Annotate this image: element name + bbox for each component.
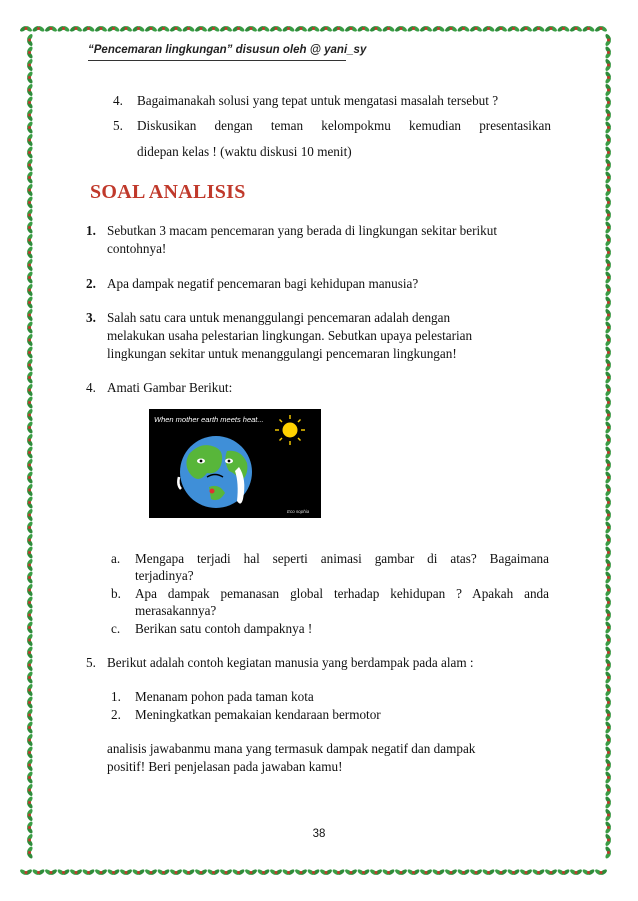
instruction-text-cont: positif! Beri penjelasan pada jawaban kamu! — [107, 759, 343, 774]
question-text: Amati Gambar Berikut: — [107, 380, 233, 395]
border-bottom — [19, 868, 608, 876]
image-caption-top: When mother earth meets heat... — [154, 415, 264, 424]
question-number: 3. — [86, 310, 96, 325]
activity-item: Menanam pohon pada taman kota — [135, 689, 314, 704]
sub-question-letter: c. — [111, 621, 121, 636]
question-text: Sebutkan 3 macam pencemaran yang berada di lingkungan sekitar berikut — [107, 223, 497, 238]
border-top — [19, 25, 608, 33]
melting-earth-image — [149, 409, 321, 518]
sub-question-letter: b. — [111, 586, 121, 601]
top-list-number: 5. — [113, 118, 123, 133]
image-caption-bottom: Eco sophia — [287, 509, 310, 514]
section-title: SOAL ANALISIS — [90, 181, 246, 203]
border-left — [26, 33, 34, 859]
question-number: 5. — [86, 655, 96, 670]
question-number: 4. — [86, 380, 96, 395]
sub-question-text: Mengapa terjadi hal seperti animasi gambar di atas? Bagaimana — [135, 551, 549, 566]
top-list-number: 4. — [113, 93, 123, 108]
header-underline — [88, 60, 346, 61]
question-text-cont: lingkungan sekitar untuk menanggulangi pencemaran lingkungan! — [107, 346, 457, 361]
activity-number: 2. — [111, 707, 121, 722]
activity-number: 1. — [111, 689, 121, 704]
top-list-item: Diskusikan dengan teman kelompokmu kemudian presentasikan — [137, 118, 551, 133]
sub-question-text-cont: terjadinya? — [135, 568, 194, 583]
sub-question-letter: a. — [111, 551, 121, 566]
sub-question-text: Apa dampak pemanasan global terhadap kehidupan ? Apakah anda — [135, 586, 549, 601]
top-list-item-cont: didepan kelas ! (waktu diskusi 10 menit) — [137, 144, 352, 159]
question-text: Apa dampak negatif pencemaran bagi kehidupan manusia? — [107, 276, 419, 291]
page-number: 38 — [312, 828, 326, 840]
instruction-text: analisis jawabanmu mana yang termasuk dampak negatif dan dampak — [107, 741, 476, 756]
question-text-cont: contohnya! — [107, 241, 167, 256]
page-header: “Pencemaran lingkungan” disusun oleh @ yani_sy — [88, 44, 367, 56]
question-number: 2. — [86, 276, 96, 291]
question-number: 1. — [86, 223, 96, 238]
question-text: Salah satu cara untuk menanggulangi pencemaran adalah dengan — [107, 310, 451, 325]
border-right — [604, 33, 612, 859]
activity-item: Meningkatkan pemakaian kendaraan bermotor — [135, 707, 381, 722]
question-text-cont: melakukan usaha pelestarian lingkungan. Sebutkan upaya pelestarian — [107, 328, 473, 343]
sub-question-text: Berikan satu contoh dampaknya ! — [135, 621, 313, 636]
top-list-item: Bagaimanakah solusi yang tepat untuk mengatasi masalah tersebut ? — [137, 93, 499, 108]
question-text: Berikut adalah contoh kegiatan manusia yang berdampak pada alam : — [107, 655, 474, 670]
sub-question-text-cont: merasakannya? — [135, 603, 217, 618]
